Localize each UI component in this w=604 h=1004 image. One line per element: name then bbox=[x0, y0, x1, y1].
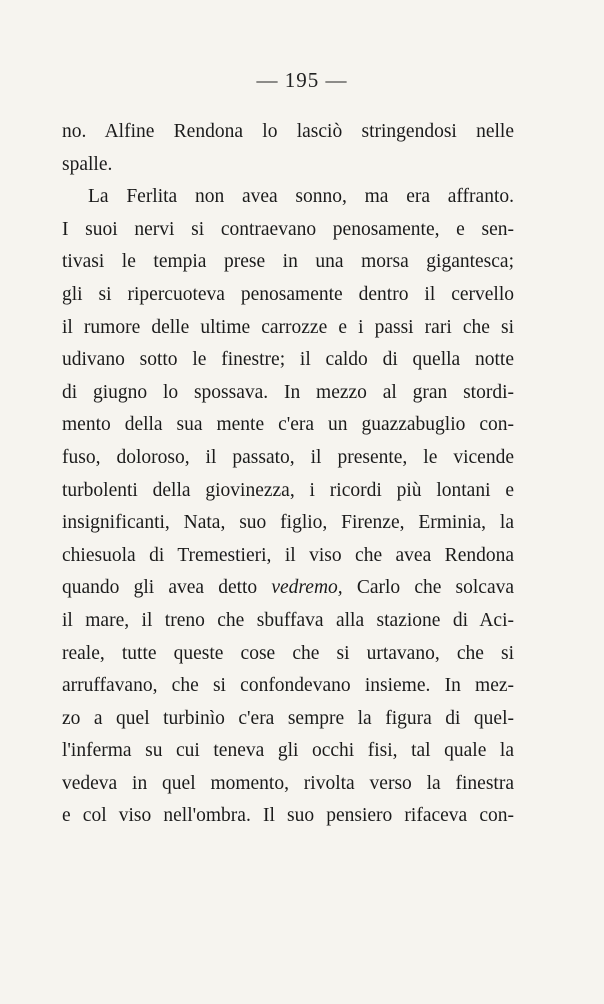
text-line: vedeva in quel momento, rivolta verso la finestra bbox=[62, 772, 514, 794]
text-line: spalle. bbox=[62, 153, 113, 175]
text-line: il mare, il treno che sbuffava alla stazione di Aci- bbox=[62, 609, 514, 631]
page-number: — 195 — bbox=[256, 68, 348, 92]
text-line: insignificanti, Nata, suo figlio, Firenze, Erminia, la bbox=[62, 512, 514, 534]
text-line: chiesuola di Tremestieri, il viso che avea Rendona bbox=[62, 544, 514, 566]
italic-word: vedremo, bbox=[271, 577, 343, 599]
text-line: e col viso nell'ombra. Il suo pensiero rifaceva con- bbox=[62, 805, 514, 827]
text-line: zo a quel turbinìo c'era sempre la figura di quel- bbox=[62, 707, 514, 729]
text-line: l'inferma su cui teneva gli occhi fisi, tal quale la bbox=[62, 740, 514, 762]
text-line: tivasi le tempia prese in una morsa gigantesca; bbox=[62, 251, 514, 273]
text-line-with-italic bbox=[62, 572, 514, 605]
text-line: turbolenti della giovinezza, i ricordi più lontani e bbox=[62, 479, 514, 501]
text-segment: Carlo che solcava bbox=[356, 577, 515, 599]
body-text bbox=[62, 116, 514, 833]
text-line: reale, tutte queste cose che si urtavano, che si bbox=[62, 642, 514, 664]
text-line: arruffavano, che si confondevano insieme. In mez- bbox=[62, 675, 514, 697]
text-line: La Ferlita non avea sonno, ma era affranto. bbox=[88, 186, 514, 208]
text-line: I suoi nervi si contraevano penosamente, e sen- bbox=[62, 218, 514, 240]
text-line: gli si ripercuoteva penosamente dentro il cervello bbox=[62, 283, 514, 305]
text-line: udivano sotto le finestre; il caldo di quella notte bbox=[62, 349, 514, 371]
text-line: di giugno lo spossava. In mezzo al gran stordi- bbox=[62, 381, 514, 403]
text-segment: quando gli avea detto bbox=[62, 577, 258, 599]
text-line: fuso, doloroso, il passato, il presente, le vicende bbox=[62, 446, 514, 468]
text-line: il rumore delle ultime carrozze e i passi rari che si bbox=[62, 316, 514, 338]
text-line: mento della sua mente c'era un guazzabuglio con- bbox=[62, 414, 514, 436]
text-line: no. Alfine Rendona lo lasciò stringendosi nelle bbox=[62, 121, 514, 142]
